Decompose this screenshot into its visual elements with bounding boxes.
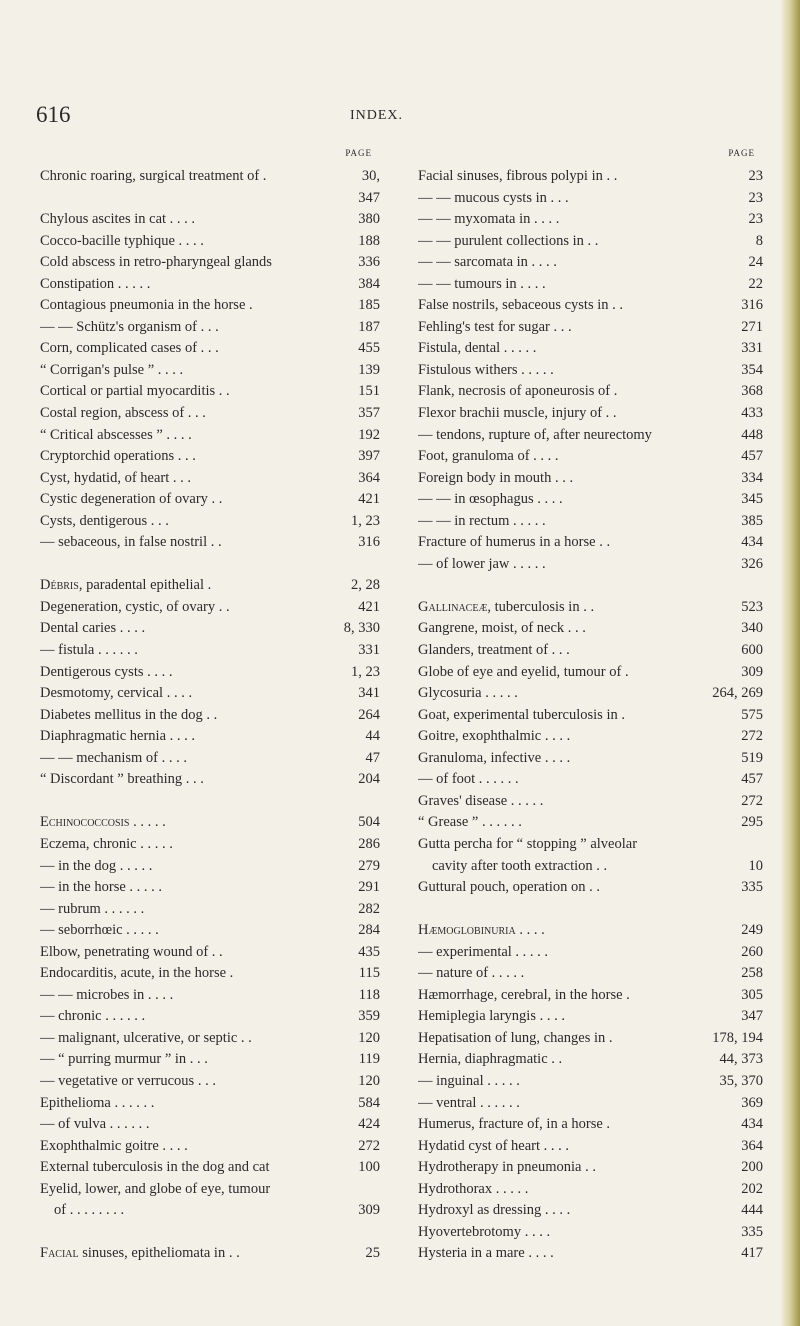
entry-term: Cryptorchid operations . . .	[40, 448, 196, 465]
entry-page: 249	[741, 922, 763, 939]
entry-page: 341	[358, 685, 380, 702]
entry-page: 115	[358, 965, 380, 982]
index-entry	[40, 575, 380, 597]
entry-page: 282	[358, 900, 380, 917]
entry-page: 457	[741, 771, 763, 788]
entry-term: — experimental . . . . .	[418, 943, 549, 960]
entry-page: 369	[741, 1094, 763, 1111]
index-entry	[418, 338, 763, 360]
entry-term: — in the dog . . . . .	[40, 857, 153, 874]
entry-page: 25	[365, 1245, 380, 1262]
index-entry	[418, 1179, 763, 1201]
entry-term: Eczema, chronic . . . . .	[40, 835, 173, 852]
index-entry	[418, 554, 763, 576]
entry-term: — of foot . . . . . .	[418, 771, 519, 788]
entry-page: 575	[741, 706, 763, 723]
page-column-header: PAGE	[728, 148, 755, 158]
index-entry	[40, 489, 380, 511]
entry-term: — — microbes in . . . .	[40, 986, 174, 1003]
index-entry	[418, 532, 763, 554]
index-entry	[40, 295, 380, 317]
entry-term: Epithelioma . . . . . .	[40, 1094, 155, 1111]
entry-term: — chronic . . . . . .	[40, 1008, 146, 1025]
entry-page: 433	[741, 405, 763, 422]
index-entry	[40, 726, 380, 748]
index-entry	[40, 769, 380, 791]
entry-page: 23	[748, 168, 763, 184]
index-column-left	[40, 148, 380, 1265]
entry-page: 335	[741, 879, 763, 896]
index-entry	[40, 1243, 380, 1265]
index-entry	[40, 963, 380, 985]
entry-page: 336	[358, 254, 380, 271]
index-entry	[418, 748, 763, 770]
entry-term: — — mucous cysts in . . .	[418, 189, 569, 206]
entry-term: Chronic roaring, surgical treatment of .	[40, 168, 267, 184]
entry-page: 279	[358, 857, 380, 874]
entry-page: 100	[358, 1159, 380, 1176]
entry-page: 10	[748, 857, 763, 874]
index-entry	[418, 920, 763, 942]
entry-term: Hæmorrhage, cerebral, in the horse .	[418, 986, 630, 1003]
index-entry	[40, 425, 380, 447]
entry-page: 326	[741, 555, 763, 572]
entry-page: 359	[358, 1008, 380, 1025]
index-entry	[418, 1006, 763, 1028]
entry-page: 455	[358, 340, 380, 357]
entry-term: “ Discordant ” breathing . . .	[40, 771, 204, 788]
entry-page: 504	[358, 814, 380, 831]
entry-term: Desmotomy, cervical . . . .	[40, 685, 193, 702]
entry-term: — malignant, ulcerative, or septic . .	[40, 1029, 252, 1046]
entry-page: 8	[755, 232, 763, 249]
entry-page: 260	[741, 943, 763, 960]
entry-page: 8, 330	[343, 620, 380, 637]
entry-page: 347	[358, 189, 380, 206]
index-entry	[418, 209, 763, 231]
entry-term: Guttural pouch, operation on . .	[418, 879, 601, 896]
entry-page: 417	[741, 1245, 763, 1262]
entry-page: 264	[358, 706, 380, 723]
index-entry	[40, 1179, 380, 1201]
index-entry	[40, 662, 380, 684]
index-entry	[418, 274, 763, 296]
entry-term: Eyelid, lower, and globe of eye, tumour	[40, 1180, 271, 1197]
index-entry	[418, 425, 763, 447]
index-entry	[418, 1028, 763, 1050]
entry-term: — — sarcomata in . . . .	[418, 254, 557, 271]
index-entry	[40, 252, 380, 274]
index-entry	[40, 942, 380, 964]
entry-term: — nature of . . . . .	[418, 965, 525, 982]
index-entry	[418, 360, 763, 382]
entry-term: Gangrene, moist, of neck . . .	[418, 620, 586, 637]
index-entry	[40, 985, 380, 1007]
entry-term: — — myxomata in . . . .	[418, 211, 560, 228]
index-entry	[418, 1157, 763, 1179]
entry-term: — — in œsophagus . . . .	[418, 491, 563, 508]
entry-page: 385	[741, 512, 763, 529]
index-entry	[418, 1222, 763, 1244]
index-entry	[418, 1093, 763, 1115]
entry-term: Hysteria in a mare . . . .	[418, 1245, 554, 1262]
page-edge-shading	[780, 0, 800, 1326]
entry-page: 200	[741, 1159, 763, 1176]
index-entry	[40, 618, 380, 640]
entry-page: 331	[741, 340, 763, 357]
entry-term: — rubrum . . . . . .	[40, 900, 145, 917]
index-entry	[40, 231, 380, 253]
entry-term: — — mechanism of . . . .	[40, 749, 187, 766]
page-column-header: PAGE	[345, 148, 372, 158]
index-entry	[418, 640, 763, 662]
entry-term: “ Grease ” . . . . . .	[418, 814, 522, 831]
entry-page: 185	[358, 297, 380, 314]
entry-term: False nostrils, sebaceous cysts in . .	[418, 297, 623, 314]
entry-term: Cysts, dentigerous . . .	[40, 512, 169, 529]
index-entry	[418, 381, 763, 403]
entry-term: Corn, complicated cases of . . .	[40, 340, 219, 357]
entry-term: — tendons, rupture of, after neurectomy	[418, 426, 652, 443]
entry-page: 295	[741, 814, 763, 831]
index-entry	[40, 446, 380, 468]
entry-term: Cortical or partial myocarditis . .	[40, 383, 230, 400]
index-entry	[40, 338, 380, 360]
entry-term: Fracture of humerus in a horse . .	[418, 534, 611, 551]
entry-term: Flexor brachii muscle, injury of . .	[418, 405, 617, 422]
entry-term: Hydroxyl as dressing . . . .	[418, 1202, 571, 1219]
index-entry	[418, 705, 763, 727]
index-entry	[418, 834, 763, 856]
index-entry	[418, 468, 763, 490]
index-entry	[40, 360, 380, 382]
index-entry	[40, 403, 380, 425]
entry-term: Hydrotherapy in pneumonia . .	[418, 1159, 596, 1176]
entry-term: Foot, granuloma of . . . .	[418, 448, 559, 465]
entry-page: 264, 269	[712, 685, 763, 702]
entry-page: 120	[358, 1072, 380, 1089]
entry-page: 519	[741, 749, 763, 766]
entry-page: 424	[358, 1116, 380, 1133]
entry-term: Cocco-bacille typhique . . . .	[40, 232, 204, 249]
entry-term: Granuloma, infective . . . .	[418, 749, 571, 766]
entry-page: 187	[358, 318, 380, 335]
index-entry	[40, 381, 380, 403]
entry-term: Flank, necrosis of aponeurosis of .	[418, 383, 618, 400]
entry-term: Hyovertebrotomy . . . .	[418, 1223, 551, 1240]
entry-term: Globe of eye and eyelid, tumour of .	[418, 663, 629, 680]
entry-term: Glanders, treatment of . . .	[418, 642, 570, 659]
entry-term: Hæmoglobinuria . . . .	[418, 922, 545, 939]
index-entry	[418, 726, 763, 748]
entry-page: 291	[358, 879, 380, 896]
index-entry	[418, 856, 763, 878]
entry-page: 188	[358, 232, 380, 249]
entry-term: Humerus, fracture of, in a horse .	[418, 1116, 611, 1133]
entry-term: “ Critical abscesses ” . . . .	[40, 426, 192, 443]
entry-page: 1, 23	[351, 512, 380, 529]
entry-page: 305	[741, 986, 763, 1003]
index-entry	[418, 963, 763, 985]
entry-term: — — purulent collections in . .	[418, 232, 599, 249]
index-entry	[418, 1049, 763, 1071]
entry-page: 444	[741, 1202, 763, 1219]
entry-page: 600	[741, 642, 763, 659]
entry-page: 345	[741, 491, 763, 508]
index-entry	[40, 1093, 380, 1115]
entry-term: — vegetative or verrucous . . .	[40, 1072, 216, 1089]
entry-page: 271	[741, 318, 763, 335]
entry-page: 448	[741, 426, 763, 443]
entry-page: 357	[358, 405, 380, 422]
entry-page: 120	[358, 1029, 380, 1046]
entry-page: 1, 23	[351, 663, 380, 680]
entry-page: 258	[741, 965, 763, 982]
index-entry	[40, 1157, 380, 1179]
entry-page: 368	[741, 383, 763, 400]
entry-page: 435	[358, 943, 380, 960]
index-entry	[418, 446, 763, 468]
entry-page: 354	[741, 361, 763, 378]
index-entry	[40, 532, 380, 554]
index-entry	[418, 252, 763, 274]
entry-page: 47	[365, 749, 380, 766]
entry-page: 316	[358, 534, 380, 551]
entry-page: 139	[358, 361, 380, 378]
entry-page: 272	[741, 728, 763, 745]
entry-term: Diabetes mellitus in the dog . .	[40, 706, 218, 723]
entry-term: Goitre, exophthalmic . . . .	[418, 728, 571, 745]
entry-page: 284	[358, 922, 380, 939]
entry-term: Exophthalmic goitre . . . .	[40, 1137, 188, 1154]
index-entry	[40, 597, 380, 619]
entry-term: Constipation . . . . .	[40, 275, 151, 292]
entry-term: Gallinaceæ, tuberculosis in . .	[418, 598, 595, 615]
entry-page: 118	[358, 986, 380, 1003]
entry-term: Diaphragmatic hernia . . . .	[40, 728, 196, 745]
entry-page: 335	[741, 1223, 763, 1240]
entry-term: of . . . . . . . .	[54, 1202, 125, 1219]
index-entry	[40, 1200, 380, 1222]
entry-term: Cyst, hydatid, of heart . . .	[40, 469, 192, 486]
index-entry	[40, 856, 380, 878]
entry-page: 192	[358, 426, 380, 443]
index-entry	[418, 1071, 763, 1093]
entry-page: 30,	[361, 168, 380, 184]
entry-term: Chylous ascites in cat . . . .	[40, 211, 196, 228]
index-entry	[40, 188, 380, 210]
entry-page: 202	[741, 1180, 763, 1197]
entry-term: — — in rectum . . . . .	[418, 512, 546, 529]
index-entry	[40, 1114, 380, 1136]
index-entry	[40, 899, 380, 921]
entry-page: 44, 373	[719, 1051, 763, 1068]
index-entry	[40, 683, 380, 705]
index-entry	[418, 683, 763, 705]
entry-term: — inguinal . . . . .	[418, 1072, 520, 1089]
index-entry	[40, 1028, 380, 1050]
index-entry	[418, 942, 763, 964]
entry-page: 286	[358, 835, 380, 852]
entry-term: Goat, experimental tuberculosis in .	[418, 706, 625, 723]
index-entry	[418, 812, 763, 834]
entry-term: Fistula, dental . . . . .	[418, 340, 537, 357]
entry-page: 421	[358, 491, 380, 508]
entry-page: 316	[741, 297, 763, 314]
index-entry	[418, 511, 763, 533]
entry-term: — — tumours in . . . .	[418, 275, 546, 292]
entry-page: 35, 370	[719, 1072, 763, 1089]
entry-term: Elbow, penetrating wound of . .	[40, 943, 223, 960]
index-entry	[40, 511, 380, 533]
entry-term: Fehling's test for sugar . . .	[418, 318, 572, 335]
index-entry	[40, 877, 380, 899]
index-entry	[418, 1136, 763, 1158]
entry-page: 384	[358, 275, 380, 292]
entry-page: 23	[748, 211, 763, 228]
index-entry	[40, 640, 380, 662]
entry-page: 397	[358, 448, 380, 465]
entry-page: 457	[741, 448, 763, 465]
entry-page: 272	[358, 1137, 380, 1154]
index-entry	[418, 662, 763, 684]
entry-term: — of lower jaw . . . . .	[418, 555, 546, 572]
entry-term: — in the horse . . . . .	[40, 879, 163, 896]
entry-term: Facial sinuses, epitheliomata in . .	[40, 1245, 240, 1262]
entry-term: — “ purring murmur ” in . . .	[40, 1051, 208, 1068]
index-entry	[40, 1136, 380, 1158]
entry-term: Endocarditis, acute, in the horse .	[40, 965, 234, 982]
entry-page: 151	[358, 383, 380, 400]
index-entry	[40, 1071, 380, 1093]
entry-term: Facial sinuses, fibrous polypi in . .	[418, 168, 618, 184]
entry-page: 2, 28	[351, 577, 380, 594]
page-number: 616	[36, 102, 71, 127]
index-entry	[418, 1243, 763, 1265]
entry-term: — fistula . . . . . .	[40, 642, 138, 659]
index-entry	[418, 791, 763, 813]
entry-page: 364	[741, 1137, 763, 1154]
index-column-right	[418, 148, 763, 1265]
entry-term: — of vulva . . . . . .	[40, 1116, 150, 1133]
entry-term: Graves' disease . . . . .	[418, 792, 544, 809]
index-entry	[40, 834, 380, 856]
entry-page: 340	[741, 620, 763, 637]
index-entry	[40, 274, 380, 296]
entry-term: Glycosuria . . . . .	[418, 685, 518, 702]
entry-term: Hernia, diaphragmatic . .	[418, 1051, 563, 1068]
index-entry	[418, 597, 763, 619]
entry-page: 523	[741, 598, 763, 615]
entry-term: — — Schütz's organism of . . .	[40, 318, 219, 335]
index-entry	[418, 1114, 763, 1136]
running-head: INDEX.	[350, 108, 404, 123]
index-entry	[418, 317, 763, 339]
entry-term: External tuberculosis in the dog and cat	[40, 1159, 270, 1176]
index-entry	[418, 985, 763, 1007]
index-entry	[418, 188, 763, 210]
index-entry	[40, 166, 380, 188]
index-entry	[40, 812, 380, 834]
entry-page: 584	[358, 1094, 380, 1111]
entry-term: — sebaceous, in false nostril . .	[40, 534, 222, 551]
index-entry	[40, 468, 380, 490]
entry-term: Foreign body in mouth . . .	[418, 469, 574, 486]
entry-page: 434	[741, 1116, 763, 1133]
entry-term: Cold abscess in retro-pharyngeal glands	[40, 254, 272, 271]
index-entry	[40, 1049, 380, 1071]
entry-term: Fistulous withers . . . . .	[418, 361, 554, 378]
entry-page: 22	[748, 275, 763, 292]
entry-term: Costal region, abscess of . . .	[40, 405, 206, 422]
entry-page: 434	[741, 534, 763, 551]
entry-page: 309	[741, 663, 763, 680]
index-entry	[40, 317, 380, 339]
entry-page: 44	[365, 728, 380, 745]
entry-page: 364	[358, 469, 380, 486]
entry-term: Dental caries . . . .	[40, 620, 146, 637]
index-entries-left	[40, 166, 380, 1265]
entry-term: Degeneration, cystic, of ovary . .	[40, 598, 230, 615]
index-entry	[418, 877, 763, 899]
entry-page: 119	[358, 1051, 380, 1068]
entry-page: 421	[358, 598, 380, 615]
entry-term: Cystic degeneration of ovary . .	[40, 491, 223, 508]
entry-term: Contagious pneumonia in the horse .	[40, 297, 253, 314]
entry-term: Gutta percha for “ stopping ” alveolar	[418, 835, 638, 852]
entry-page: 204	[358, 771, 380, 788]
entry-term: Hemiplegia laryngis . . . .	[418, 1008, 565, 1025]
entry-page: 331	[358, 642, 380, 659]
entry-term: Hydrothorax . . . . .	[418, 1180, 529, 1197]
entry-term: Débris, paradental epithelial .	[40, 577, 212, 594]
entry-page: 178, 194	[712, 1029, 763, 1046]
entry-page: 23	[748, 189, 763, 206]
index-entry	[418, 489, 763, 511]
entry-term: Dentigerous cysts . . . .	[40, 663, 173, 680]
index-entry	[40, 920, 380, 942]
entry-term: “ Corrigan's pulse ” . . . .	[40, 361, 184, 378]
entry-term: Echinococcosis . . . . .	[40, 814, 166, 831]
entry-page: 380	[358, 211, 380, 228]
entry-page: 24	[748, 254, 763, 271]
entry-term: — seborrhœic . . . . .	[40, 922, 159, 939]
entry-page: 272	[741, 792, 763, 809]
entry-term: Hydatid cyst of heart . . . .	[418, 1137, 570, 1154]
entry-term: Hepatisation of lung, changes in .	[418, 1029, 613, 1046]
entry-term: — ventral . . . . . .	[418, 1094, 520, 1111]
index-entry	[418, 231, 763, 253]
entry-page: 347	[741, 1008, 763, 1025]
index-entry	[418, 403, 763, 425]
index-entry	[418, 1200, 763, 1222]
index-entry	[40, 705, 380, 727]
index-entry	[418, 618, 763, 640]
index-entry	[418, 769, 763, 791]
entry-page: 334	[741, 469, 763, 486]
entry-term: cavity after tooth extraction . .	[432, 857, 608, 874]
entry-page: 309	[358, 1202, 380, 1219]
index-entry	[418, 295, 763, 317]
index-entry	[40, 209, 380, 231]
index-entry	[418, 166, 763, 188]
index-entries-right	[418, 166, 763, 1265]
index-entry	[40, 748, 380, 770]
index-entry	[40, 1006, 380, 1028]
